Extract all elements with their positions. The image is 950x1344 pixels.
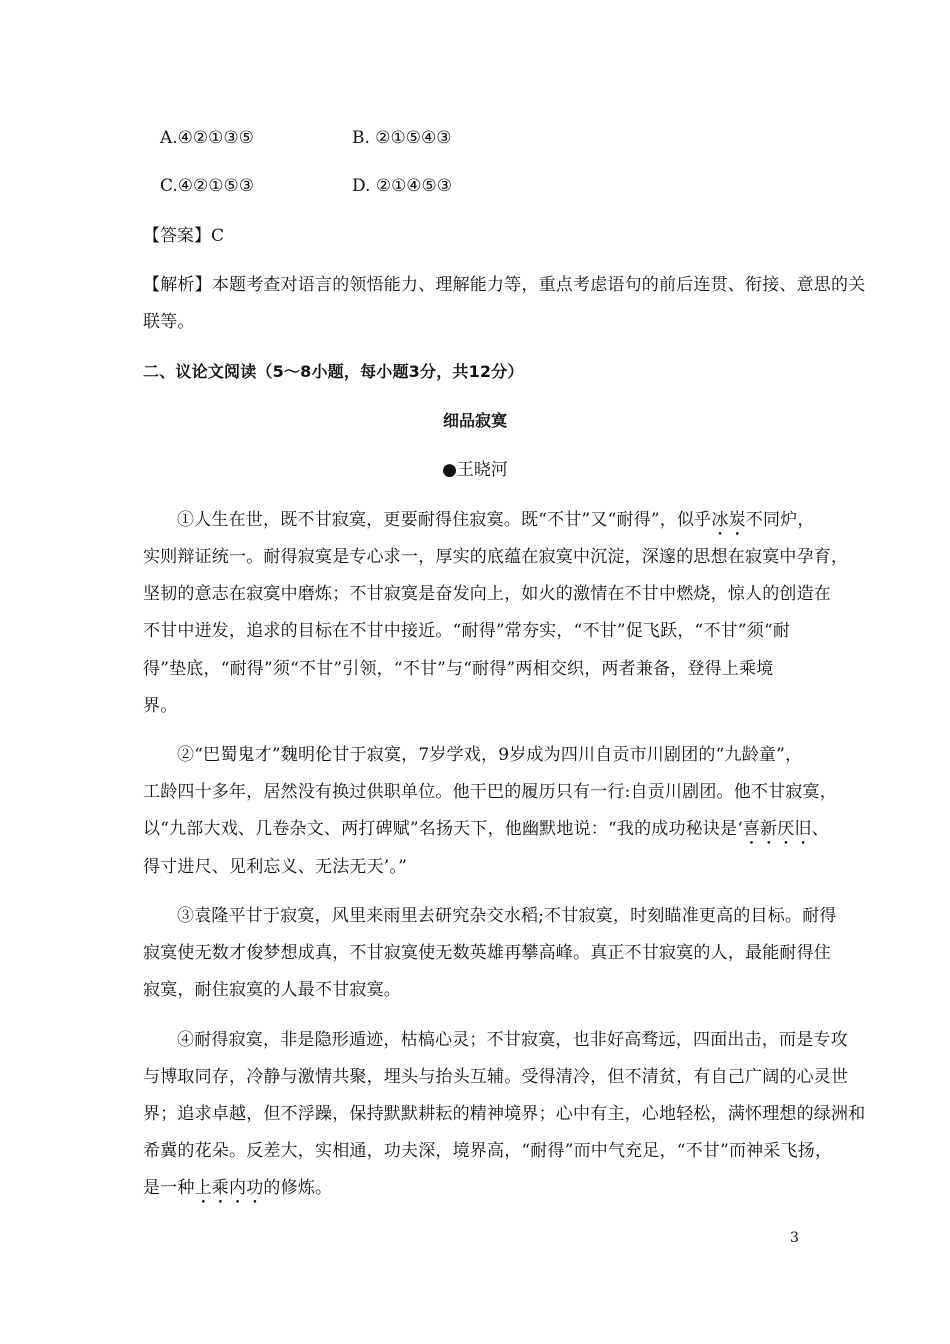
p2-line-4: 得寸进尺、见利忘义、无法无天’。” [143, 857, 407, 877]
p1-line-3: 坚韧的意志在寂寞中磨炼；不甘寂寞是奋发向上，如火的激情在不甘中燃烧，惊人的创造在 [143, 584, 831, 604]
article-author: ●王晓河 [442, 460, 508, 480]
p4-line-4: 希冀的花朵。反差大，实相通，功夫深，境界高，“耐得”而中气充足，“不甘”而神采飞扬， [143, 1141, 833, 1161]
p2-text-a: 以“九部大戏、几卷杂文、两打碑赋”名扬天下，他幽默地说：“我的成功秘诀是‘ [143, 819, 743, 839]
p1-line-4: 不甘中迸发，追求的目标在不甘中接近。“耐得”常夯实，“不甘”促飞跃，“不甘”须“耐 [143, 621, 791, 641]
p1-line-6: 界。 [143, 696, 178, 716]
p1-line-5: 得”垫底，“耐得”须“不甘”引领，“不甘”与“耐得”两相交织，两者兼备，登得上乘境 [143, 659, 774, 679]
analysis-text-1: 本题考查对语言的领悟能力、理解能力等，重点考虑语句的前后连贯、衔接、意思的关 [211, 275, 866, 295]
p2-line-1: ②“巴蜀鬼才”魏明伦甘于寂寞，7岁学戏，9岁成为四川自贡市川剧团的“九龄童”， [177, 745, 803, 765]
option-a: A.④②①③⑤ [160, 128, 254, 148]
p4-line-3: 界；追求卓越，但不浮躁，保持默默耕耘的精神境界；心中有主，心地轻松，满怀理想的绿洲和 [143, 1104, 866, 1124]
p1-emphasis: 冰炭 [711, 510, 746, 530]
p4-line-5 [143, 1178, 332, 1208]
option-c: C.④②①⑤③ [160, 176, 255, 196]
p2-line-2: 工龄四十多年，居然没有换过供职单位。他干巴的履历只有一行:自贡川剧团。他不甘寂寞， [143, 782, 837, 802]
p1-line-2: 实则辩证统一。耐得寂寞是专心求一，厚实的底蕴在寂寞中沉淀，深邃的思想在寂寞中孕育， [143, 547, 849, 567]
analysis-tag: 【解析】 [143, 275, 212, 295]
p1-text-a: ①人生在世，既不甘寂寞，更要耐得住寂寞。既“不甘”又“耐得”，似乎 [177, 510, 712, 530]
p2-emphasis: 喜新厌旧 [742, 819, 812, 839]
answer-line: 【答案】C [143, 226, 225, 246]
p3-line-2: 寂寞使无数才俊梦想成真，不甘寂寞使无数英雄再攀高峰。真正不甘寂寞的人，最能耐得住 [143, 943, 831, 963]
p4-emphasis: 上乘内功 [194, 1178, 264, 1198]
p4-line-2: 与博取同存，冷静与激情共聚，埋头与抬头互辅。受得清冷，但不清贫，有自己广阔的心灵世 [143, 1067, 849, 1087]
p3-line-3: 寂寞，耐住寂寞的人最不甘寂寞。 [143, 980, 401, 1000]
section-heading: 二、议论文阅读（5～8小题，每小题3分，共12分） [143, 362, 524, 381]
p4-text-c: 的修炼。 [263, 1178, 333, 1198]
p4-text-a: 是一种 [143, 1178, 195, 1198]
option-d: D. ②①④⑤③ [352, 176, 453, 196]
analysis-line-1 [143, 275, 865, 295]
article-title: 细品寂寞 [442, 411, 507, 430]
p2-text-c: 、 [811, 819, 829, 839]
page-number: 3 [790, 1230, 799, 1246]
p1-text-c: 不同炉， [745, 510, 815, 530]
option-b: B. ②①⑤④③ [352, 128, 452, 148]
analysis-line-2: 联等。 [143, 312, 195, 332]
p4-line-1: ④耐得寂寞，非是隐形遁迹，枯槁心灵；不甘寂寞，也非好高骛远，四面出击，而是专攻 [177, 1030, 848, 1050]
p1-line-1 [177, 510, 815, 540]
p3-line-1: ③袁隆平甘于寂寞，风里来雨里去研究杂交水稻;不甘寂寞，时刻瞄准更高的目标。耐得 [177, 906, 837, 926]
p2-line-3 [143, 819, 829, 849]
